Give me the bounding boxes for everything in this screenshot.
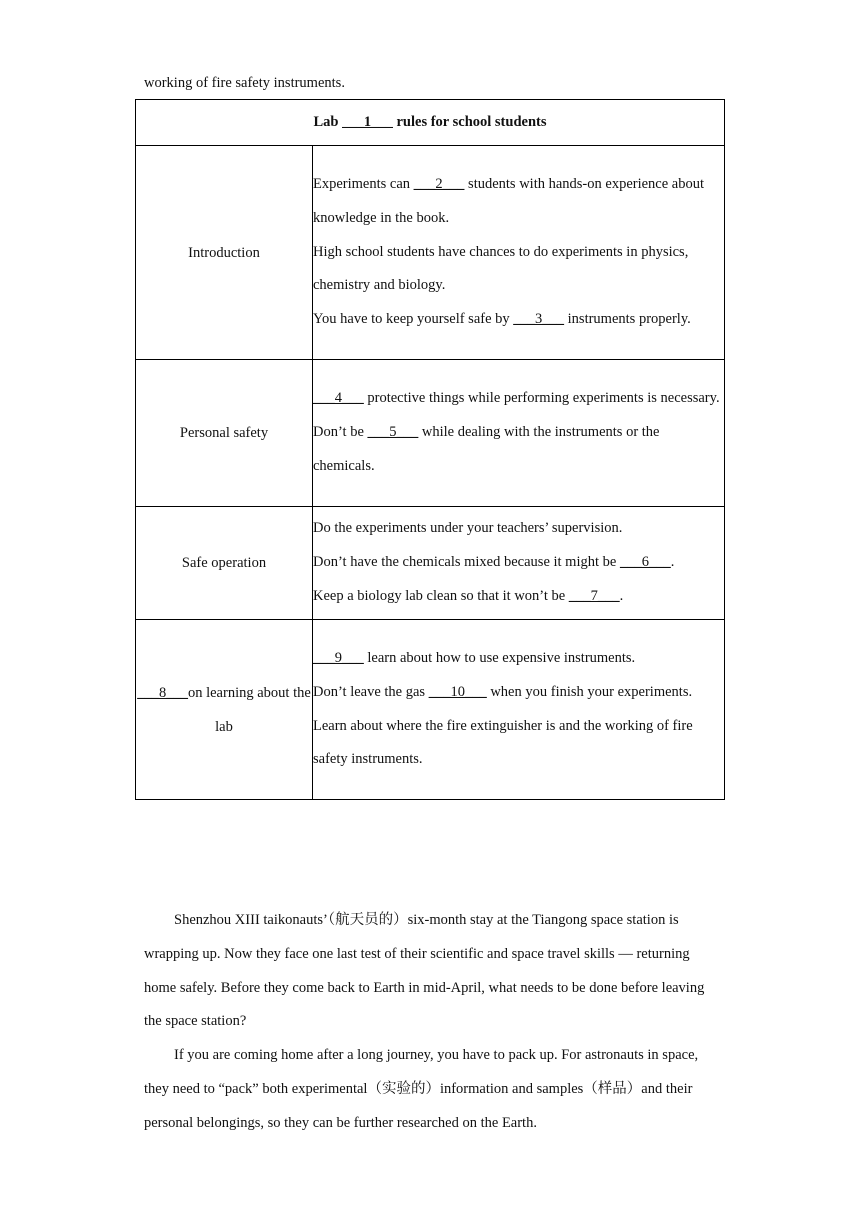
row-label xyxy=(136,620,313,800)
row-label: Safe operation xyxy=(136,507,313,620)
line-text: . xyxy=(670,554,675,571)
table-row xyxy=(136,620,725,800)
rule-line xyxy=(313,512,724,546)
blank-7: ___7___ xyxy=(568,587,620,604)
blank-3: ___3___ xyxy=(513,311,565,328)
row-content xyxy=(313,146,725,360)
rule-line xyxy=(313,168,724,236)
table-row xyxy=(136,507,725,620)
blank-6: ___6___ xyxy=(619,554,671,571)
line-text: Do the experiments under your teachers’ supervision. xyxy=(313,520,623,537)
passage-paragraph: If you are coming home after a long journey, you have to pack up. For astronauts in space, they need to “pack” both experimental（实验的）information and samples（样品）and their personal belongings, so they can be further researched on the Earth. xyxy=(144,1047,699,1131)
line-text: while dealing with the instruments or the chemicals. xyxy=(313,424,660,474)
line-text: students with hands-on experience about knowledge in the book. xyxy=(313,176,705,226)
line-text: Keep a biology lab clean so that it won’t be xyxy=(313,587,569,604)
line-text: . xyxy=(619,587,624,604)
line-text: Don’t leave the gas xyxy=(313,683,429,700)
lab-rules-table xyxy=(135,99,725,800)
blank-5: ___5___ xyxy=(367,424,419,441)
lead-text: working of fire safety instruments. xyxy=(144,75,345,91)
passage-paragraph: Shenzhou XIII taikonauts’（航天员的）six-month stay at the Tiangong space station is wrapping up. Now they face one last test of their scientific and space travel skills — returning home safely. Before they come back to Earth in mid-April, what needs to be done before leaving the space station? xyxy=(144,912,705,1030)
table-title-row xyxy=(136,100,725,146)
blank-1: ___1___ xyxy=(342,114,393,130)
row-label: Introduction xyxy=(136,146,313,360)
blank-2: ___2___ xyxy=(413,176,465,192)
line-text: learn about how to use expensive instruments. xyxy=(363,649,636,666)
line-text: High school students have chances to do experiments in physics, chemistry and biology. xyxy=(313,243,689,294)
reading-passage xyxy=(144,904,718,1141)
rule-line xyxy=(313,710,724,778)
line-text: Experiments can xyxy=(313,176,414,192)
line-text: Learn about where the fire extinguisher is and the working of fire safety instruments. xyxy=(313,717,693,768)
rule-line xyxy=(313,303,724,337)
line-text: Don’t have the chemicals mixed because it might be xyxy=(313,554,620,571)
row-content xyxy=(313,360,725,507)
line-text: when you finish your experiments. xyxy=(486,683,693,700)
line-text: Don’t be xyxy=(313,424,368,441)
table-row xyxy=(136,360,725,507)
rule-line xyxy=(313,382,724,416)
rule-line xyxy=(313,580,724,614)
blank-10: ___10___ xyxy=(428,683,487,700)
blank-9: ___9___ xyxy=(313,649,364,666)
row-content xyxy=(313,507,725,620)
line-text: You have to keep yourself safe by xyxy=(313,311,514,328)
rule-line xyxy=(313,546,724,580)
line-text: protective things while performing experiments is necessary. xyxy=(363,390,720,407)
table-row xyxy=(136,146,725,360)
line-text: instruments properly. xyxy=(564,311,691,328)
rule-line xyxy=(313,236,724,304)
title-post: rules for school students xyxy=(392,114,547,130)
row-content xyxy=(313,620,725,800)
blank-8: ___8___ xyxy=(137,684,188,701)
rule-line xyxy=(313,642,724,676)
rule-line xyxy=(313,416,724,484)
row-label-text: on learning about the lab xyxy=(187,684,311,735)
row-label: Personal safety xyxy=(136,360,313,507)
table-title xyxy=(136,100,725,146)
rule-line xyxy=(313,676,724,710)
title-pre: Lab xyxy=(313,114,343,130)
blank-4: ___4___ xyxy=(313,390,364,407)
